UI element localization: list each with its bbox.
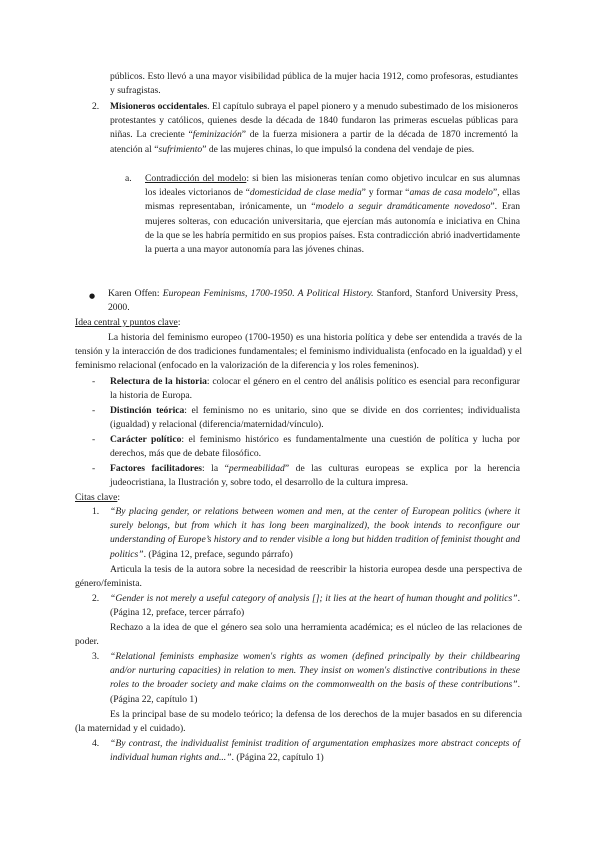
dash-marker: - <box>92 463 96 474</box>
sub-item-title: Contradicción del modelo <box>145 173 247 184</box>
quote-comment: Articula la tesis de la autora sobre la necesidad de reescribir la historia europea desde una perspectiva de género/feminista. <box>75 564 522 590</box>
list-number: 2. <box>92 101 100 112</box>
sub-italic: domesticidad de clase media <box>249 187 362 199</box>
key-point <box>110 404 520 432</box>
dash-marker: - <box>92 376 96 387</box>
bibliographic-reference <box>108 287 518 315</box>
sub-text: : si bien las misioneras tenían como objetivo inculcar en sus alumnas los ideales victorianos de “ <box>145 173 520 199</box>
key-point-italic: permeabilidad <box>228 463 285 474</box>
key-point <box>110 433 520 461</box>
section-heading-idea-central <box>75 316 181 330</box>
section-heading-citas <box>75 491 120 505</box>
list-number: 3. <box>92 651 100 662</box>
quote-text: “By placing gender, or relations between women and men, at the center of European politics (where it surely belongs, but from which it has long been marginalized), the book intends to reconfigure our understanding of Europe’s history and to render visible a long but hidden tradition of feminist thought and politics” <box>110 506 520 560</box>
quote-item <box>110 737 520 765</box>
quote-item <box>110 592 520 620</box>
quote-reference: . (Página 12, preface, segundo párrafo) <box>143 548 293 560</box>
key-point-text: : la “ <box>201 463 229 474</box>
key-point-text: ” de las culturas europeas se explica por la herencia judeocristiana, la Ilustración y, sobre todo, el desarrollo de la cultura impresa. <box>110 463 520 489</box>
item-italic: sufrimiento <box>158 143 203 155</box>
key-point-text: : el feminismo histórico es fundamentalmente una cuestión de política y lucha por derechos, más que de debate filosófico. <box>110 434 520 460</box>
quote-reference: . (Página 12, preface, tercer párrafo) <box>110 593 520 619</box>
key-point-title: Relectura de la historia <box>110 376 207 387</box>
key-point-title: Factores facilitadores <box>110 463 202 474</box>
idea-central-paragraph: La historia del feminismo europeo (1700-1950) es una historia política y debe ser entendida a través de la tensión y la interacción de dos tradiciones fundamentales; el feminismo individualista (enfocado en la igualdad) y el feminismo relacional (enfocado en la valorización de la diferencia y los roles femeninos). <box>75 332 522 372</box>
key-point <box>110 462 520 490</box>
sub-list-letter: a. <box>125 173 132 184</box>
key-point <box>110 375 520 403</box>
reference-publisher: Stanford, Stanford University Press, 2000. <box>108 288 518 314</box>
item-text: ” de la fuerza misionera a partir de la década de 1870 incrementó la atención al “ <box>110 129 518 155</box>
sub-item-contradiccion <box>145 172 520 257</box>
item-title: Misioneros occidentales <box>110 101 208 112</box>
quote-text: “By contrast, the individualist feminist tradition of argumentation emphasizes more abstract concepts of individual human rights and...” <box>110 738 520 764</box>
list-number: 2. <box>92 593 100 604</box>
quote-comment: Rechazo a la idea de que el género sea solo una herramienta académica; es el núcleo de las relaciones de poder. <box>75 622 522 648</box>
reference-title: European Feminisms, 1700-1950. A Political History. <box>162 288 374 299</box>
item-italic: feminización <box>192 129 242 141</box>
key-point-title: Carácter político <box>110 434 182 445</box>
quote-text: “Gender is not merely a useful category of analysis []; it lies at the heart of human thought and politics” <box>110 593 518 604</box>
list-item-misioneros <box>110 100 518 157</box>
heading-text: Citas clave <box>75 492 118 503</box>
key-point-text: : colocar el género en el centro del análisis político es esencial para reconfigurar la historia de Europa. <box>110 376 520 402</box>
reference-author: Karen Offen: <box>108 288 163 299</box>
sub-italic: amas de casa modelo <box>409 187 493 199</box>
list-number: 1. <box>92 506 100 517</box>
continuation-paragraph: públicos. Esto llevó a una mayor visibilidad pública de la mujer hacia 1912, como profesoras, estudiantes y sufragistas. <box>110 71 518 97</box>
bullet-icon: ● <box>89 292 96 300</box>
sub-text: ” y formar “ <box>361 187 410 199</box>
sub-italic: modelo a seguir dramáticamente novedoso <box>315 201 491 213</box>
heading-colon: : <box>177 317 181 328</box>
dash-marker: - <box>92 405 96 416</box>
quote-item <box>110 505 520 562</box>
quote-reference: . (Página 22, capítulo 1) <box>110 679 520 705</box>
item-text: ” de las mujeres chinas, lo que impulsó la condena del vendaje de pies. <box>202 143 475 155</box>
quote-reference: . (Página 22, capítulo 1) <box>231 752 324 764</box>
sub-text: ”, ellas mismas representaban, irónicamente, un “ <box>145 187 520 213</box>
sub-text: ”. Eran mujeres solteras, con educación universitaria, que ejercían más autonomía e iniciativa en China de la que se les habría permitido en sus propios países. Esta contradicción abrió inadvertidamente la puerta a una mayor autonomía para las jóvenes chinas. <box>145 201 521 256</box>
quote-text: “Relational feminists emphasize women's rights as women (defined principally by their childbearing and/or nurturing capacities) in relation to men. They insist on women's distinctive contributions in these roles to the broader society and make claims on the commonwealth on the basis of these contributions” <box>110 651 520 691</box>
list-number: 4. <box>92 738 100 749</box>
quote-item <box>110 650 520 707</box>
quote-comment: Es la principal base de su modelo teórico; la defensa de los derechos de la mujer basados en su diferencia (la maternidad y el cuidado). <box>75 709 522 735</box>
key-point-title: Distinción teórica <box>110 405 185 416</box>
key-point-text: : el feminismo no es unitario, sino que se divide en dos corrientes; individualista (igualdad) y relacional (diferencia/maternidad/vínculo). <box>110 405 520 431</box>
dash-marker: - <box>92 434 96 445</box>
heading-colon: : <box>117 492 121 503</box>
heading-text: Idea central y puntos clave <box>75 317 178 328</box>
item-text: . El capítulo subraya el papel pionero y a menudo subestimado de los misioneros protestantes y católicos, quienes desde la década de 1840 fundaron las primeras escuelas públicas para niñas. La creciente “ <box>110 101 518 141</box>
